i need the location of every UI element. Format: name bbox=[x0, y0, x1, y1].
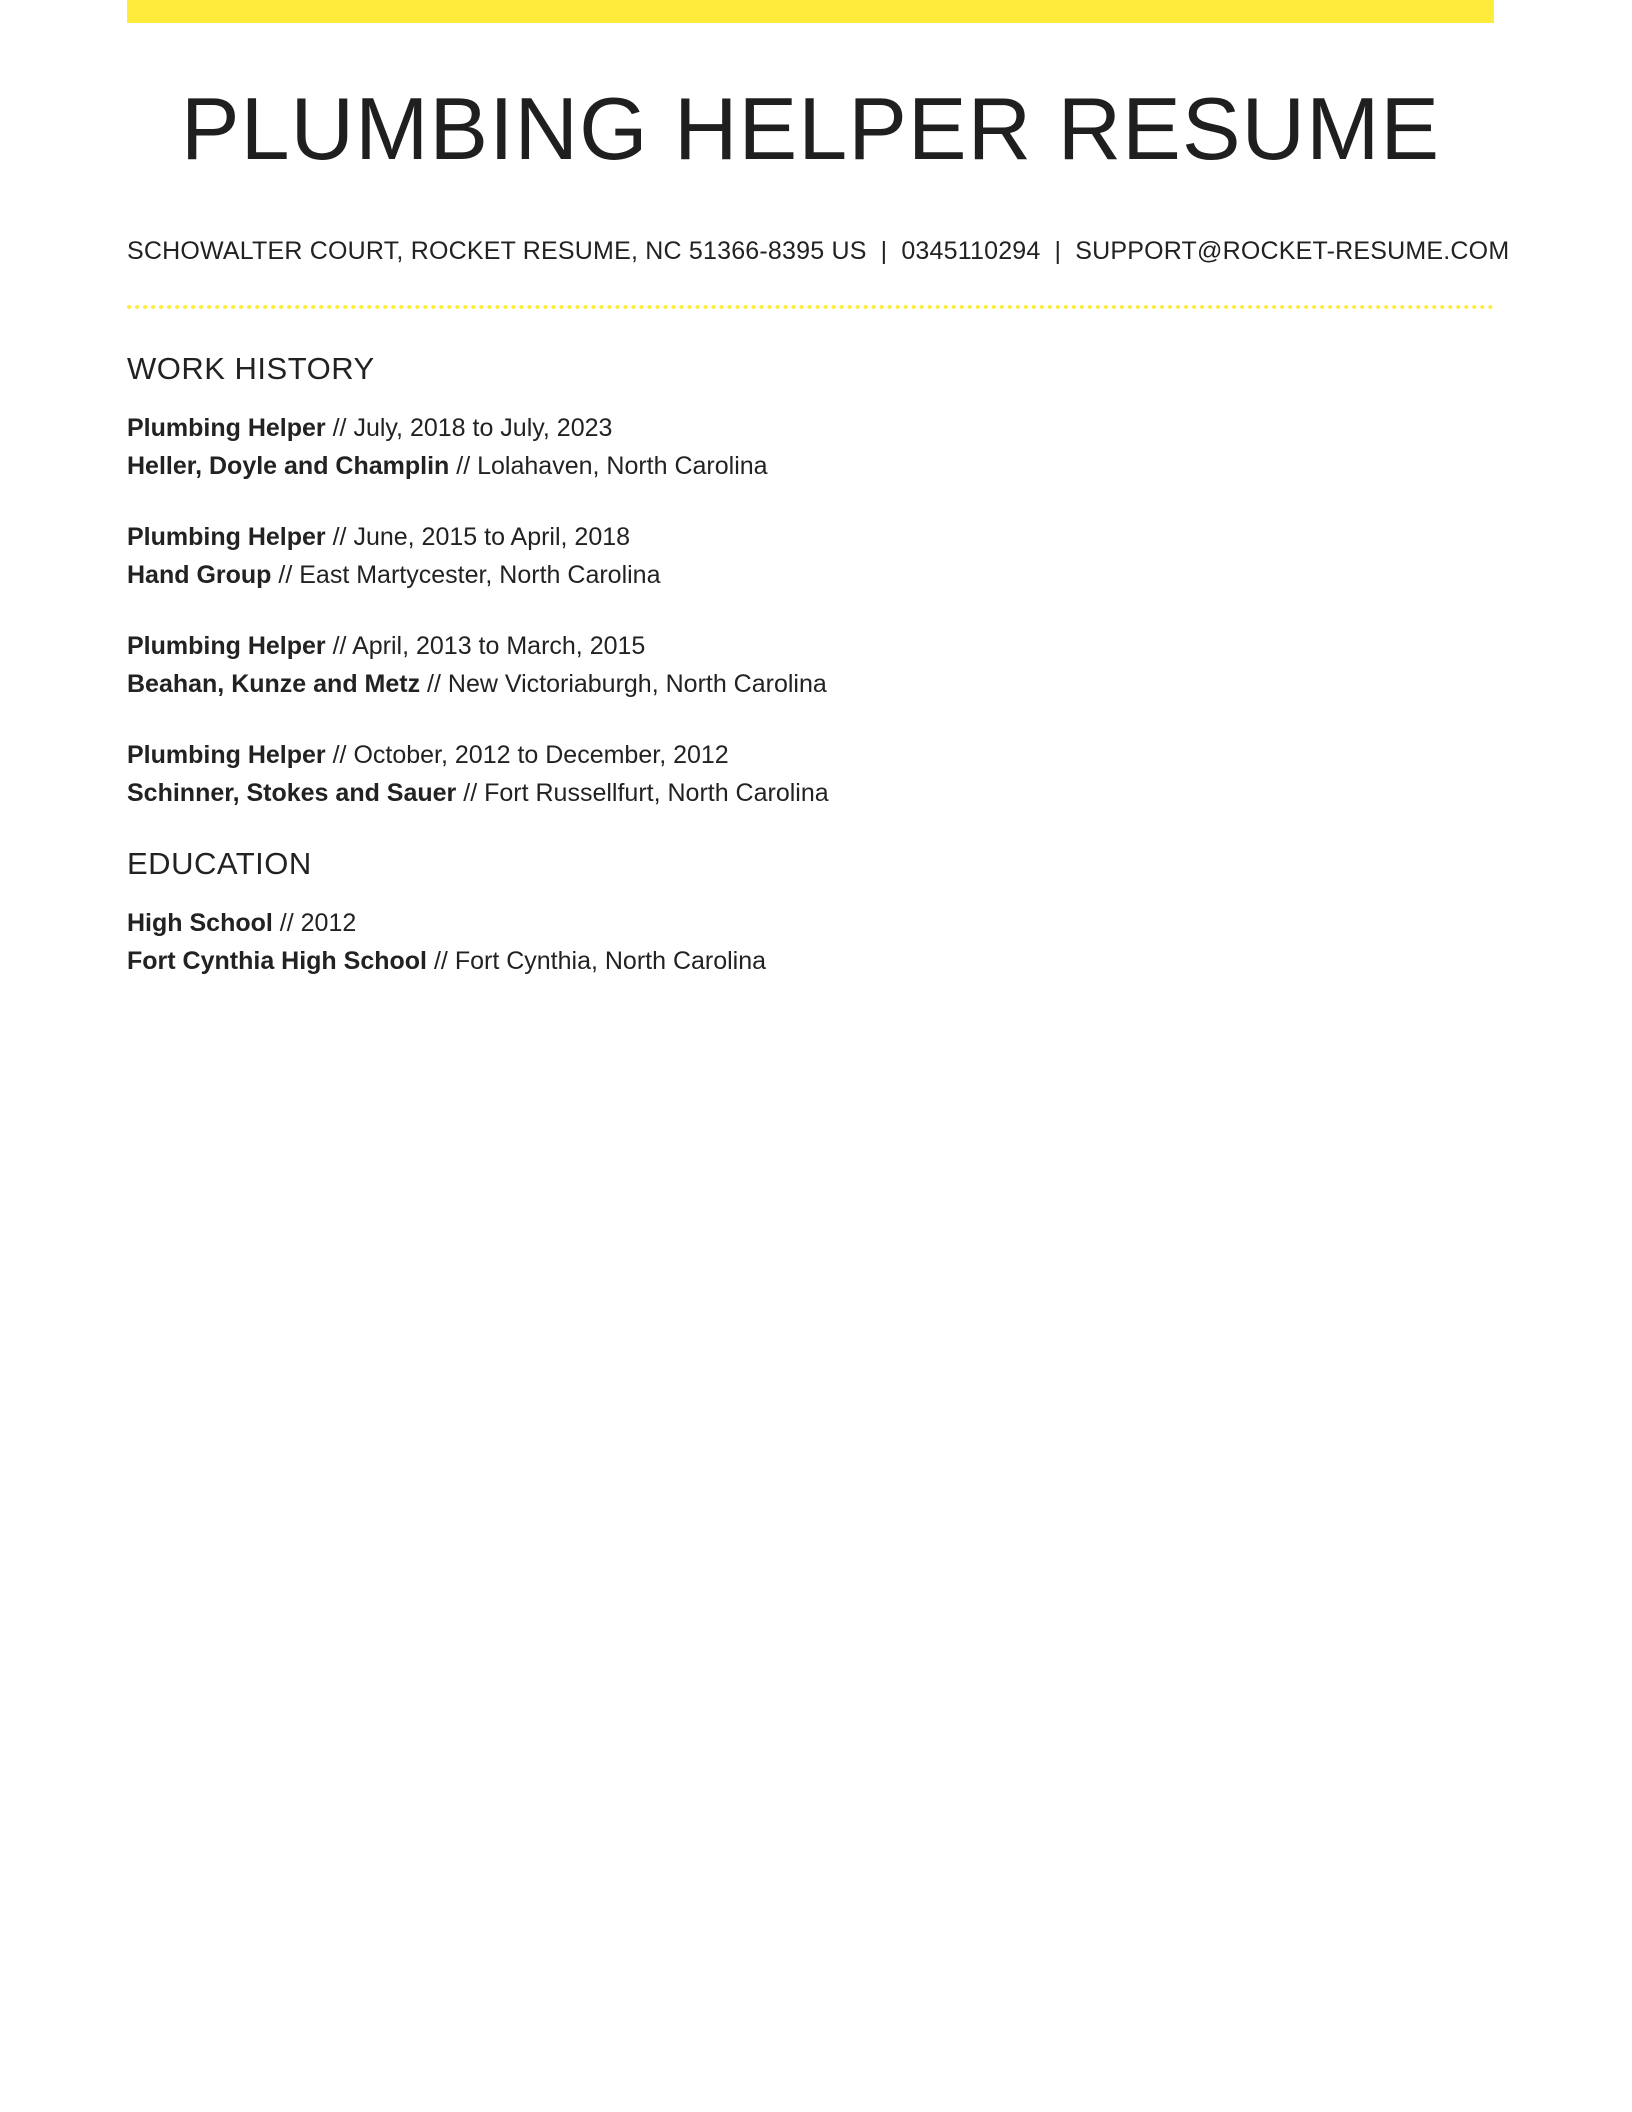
job-dates: July, 2018 to July, 2023 bbox=[353, 414, 613, 443]
employer-location: Fort Russellfurt, North Carolina bbox=[484, 779, 829, 808]
work-entry-title-line bbox=[127, 736, 1494, 774]
education-entry bbox=[127, 904, 1494, 980]
employer-location: East Martycester, North Carolina bbox=[299, 561, 661, 590]
work-entry bbox=[127, 736, 1494, 812]
contact-separator: | bbox=[1054, 237, 1062, 266]
work-entry-employer-line bbox=[127, 447, 1494, 485]
work-entry bbox=[127, 627, 1494, 703]
work-entry-employer-line bbox=[127, 556, 1494, 594]
contact-email: SUPPORT@ROCKET-RESUME.COM bbox=[1075, 237, 1510, 266]
work-entry bbox=[127, 409, 1494, 485]
school-name: Fort Cynthia High School bbox=[127, 947, 427, 976]
work-entry bbox=[127, 518, 1494, 594]
work-entry-title-line bbox=[127, 518, 1494, 556]
employer-name: Heller, Doyle and Champlin bbox=[127, 452, 450, 481]
job-dates: April, 2013 to March, 2015 bbox=[352, 632, 646, 661]
education-heading: EDUCATION bbox=[127, 846, 312, 882]
separator: // bbox=[278, 561, 293, 590]
work-entry-employer-line bbox=[127, 774, 1494, 812]
resume-page bbox=[127, 0, 1510, 980]
contact-line bbox=[127, 237, 1510, 266]
education-list bbox=[127, 904, 1494, 980]
job-title: Plumbing Helper bbox=[127, 414, 326, 443]
school-location: Fort Cynthia, North Carolina bbox=[454, 947, 767, 976]
separator: // bbox=[456, 452, 471, 481]
work-entry-title-line bbox=[127, 627, 1494, 665]
work-entry-title-line bbox=[127, 409, 1494, 447]
job-title: Plumbing Helper bbox=[127, 632, 326, 661]
work-history-list bbox=[127, 409, 1494, 812]
employer-name: Beahan, Kunze and Metz bbox=[127, 670, 421, 699]
header-divider bbox=[127, 305, 1494, 309]
job-dates: June, 2015 to April, 2018 bbox=[353, 523, 631, 552]
page-title: PLUMBING HELPER RESUME bbox=[180, 79, 1441, 178]
employer-location: Lolahaven, North Carolina bbox=[477, 452, 768, 481]
contact-separator: | bbox=[880, 237, 888, 266]
separator: // bbox=[279, 909, 294, 938]
employer-location: New Victoriaburgh, North Carolina bbox=[447, 670, 827, 699]
job-title: Plumbing Helper bbox=[127, 523, 326, 552]
work-entry-employer-line bbox=[127, 665, 1494, 703]
separator: // bbox=[332, 632, 347, 661]
job-dates: October, 2012 to December, 2012 bbox=[353, 741, 729, 770]
education-school-line bbox=[127, 942, 1494, 980]
separator: // bbox=[332, 414, 347, 443]
graduation-year: 2012 bbox=[300, 909, 357, 938]
job-title: Plumbing Helper bbox=[127, 741, 326, 770]
contact-phone: 0345110294 bbox=[901, 237, 1041, 266]
employer-name: Schinner, Stokes and Sauer bbox=[127, 779, 457, 808]
separator: // bbox=[463, 779, 478, 808]
contact-address: SCHOWALTER COURT, ROCKET RESUME, NC 51366-8395 US bbox=[127, 237, 867, 266]
separator: // bbox=[427, 670, 441, 699]
education-degree-line bbox=[127, 904, 1494, 942]
top-accent-bar bbox=[127, 0, 1494, 23]
separator: // bbox=[332, 523, 347, 552]
employer-name: Hand Group bbox=[127, 561, 272, 590]
separator: // bbox=[433, 947, 448, 976]
separator: // bbox=[332, 741, 347, 770]
degree: High School bbox=[127, 909, 273, 938]
work-history-heading: WORK HISTORY bbox=[127, 351, 375, 387]
